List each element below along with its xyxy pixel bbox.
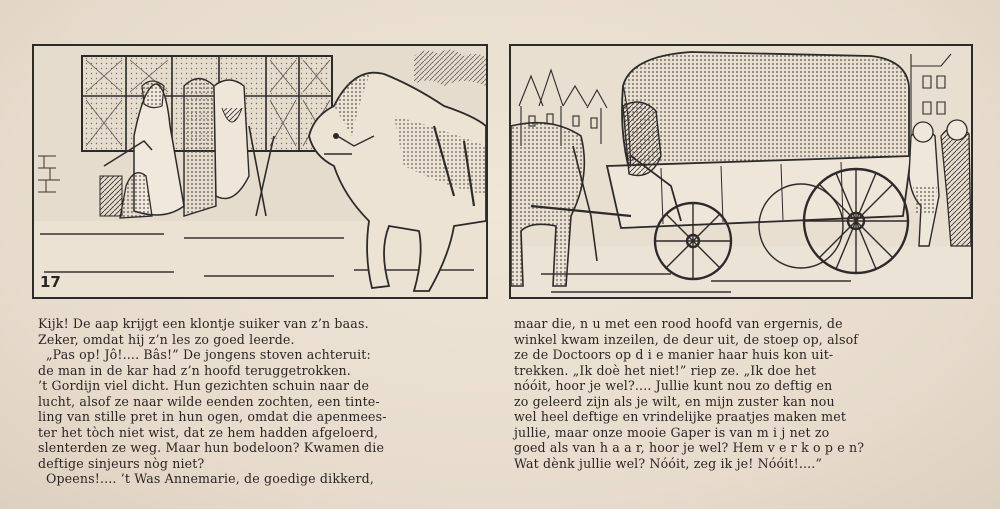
text-line: ling van stille pret in hun ogen, omdat die apenmees- <box>38 409 387 424</box>
comic-panel-right <box>509 44 973 299</box>
text-line: Wat dènk jullie wel? Nóóit, zeg ik je! Nóóit!....” <box>514 455 823 471</box>
text-line: trekken. „Ik doè het niet!” riep ze. „Ik doe het <box>514 362 817 378</box>
story-text-left <box>38 316 490 487</box>
text-line: „Pas op! Jô!.... Bâs!” De jongens stoven achteruit: <box>46 347 371 362</box>
comic-panel-left <box>32 44 488 299</box>
text-line: Zeker, omdat hij z’n les zo goed leerde. <box>38 331 295 347</box>
text-line: Kijk! De aap krijgt een klontje suiker van z’n baas. <box>38 316 369 331</box>
story-text-right <box>514 316 974 471</box>
text-line: ze de Doctoors op d i e manier haar huis kon uit- <box>514 347 834 362</box>
text-line: zo geleerd zijn als je wilt, en mijn zuster kan nou <box>514 393 835 409</box>
illustration-covered-wagon <box>511 46 971 297</box>
text-line: goed als van h a a r, hoor je wel? Hem v e r k o p e n? <box>514 440 865 455</box>
text-line: Opeens!.... ’t Was Annemarie, de goedige dikkerd, <box>46 471 375 486</box>
panel-number: 17 <box>40 273 61 291</box>
text-line: lucht, alsof ze naar wilde eenden zochten, een tinte- <box>38 393 380 409</box>
text-line: wel heel deftige en vrindelijke praatjes maken met <box>514 409 847 424</box>
illustration-monkey-horse <box>34 46 486 297</box>
text-line: nóóit, hoor je wel?.... Jullie kunt nou zo deftig en <box>514 378 833 393</box>
text-line: de man in de kar had z’n hoofd teruggetrokken. <box>38 362 351 378</box>
text-line: maar die, n u met een rood hoofd van ergernis, de <box>514 316 843 331</box>
text-line: winkel kwam inzeilen, de deur uit, de stoep op, alsof <box>514 331 859 347</box>
text-line: ’t Gordijn viel dicht. Hun gezichten schuin naar de <box>38 378 370 393</box>
text-line: jullie, maar onze mooie Gaper is van m i j net zo <box>514 424 830 440</box>
text-line: deftige sinjeurs nòg niet? <box>38 455 205 471</box>
text-line: slenterden ze weg. Maar hun bodeloon? Kwamen die <box>38 440 385 455</box>
text-line: ter het tòch niet wist, dat ze hem hadden afgeloerd, <box>38 424 379 440</box>
